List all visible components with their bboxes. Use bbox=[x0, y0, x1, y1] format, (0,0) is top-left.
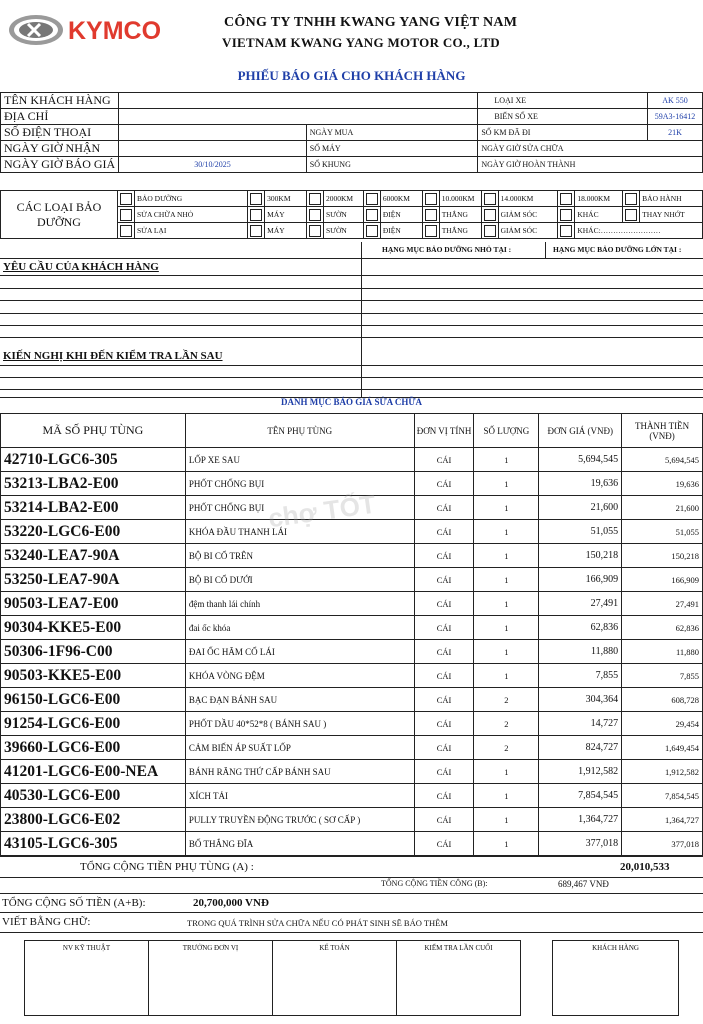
part-code: 96150-LGC6-E00 bbox=[1, 688, 186, 712]
part-unit: CÁI bbox=[414, 688, 474, 712]
service-checkbox[interactable] bbox=[422, 191, 439, 207]
part-qty: 2 bbox=[474, 736, 539, 760]
part-price: 51,055 bbox=[539, 520, 622, 544]
service-option: THẮNG bbox=[439, 207, 481, 223]
service-checkbox[interactable] bbox=[422, 223, 439, 239]
part-price: 7,855 bbox=[539, 664, 622, 688]
part-price: 1,912,582 bbox=[539, 760, 622, 784]
parts-section-title: DANH MỤC BÁO GIÁ SỬA CHỮA bbox=[280, 397, 423, 407]
received-time-label: NGÀY GIỜ NHẬN bbox=[1, 141, 119, 157]
part-price: 21,600 bbox=[539, 496, 622, 520]
service-checkbox[interactable] bbox=[558, 191, 575, 207]
table-row bbox=[1, 520, 703, 544]
part-qty: 1 bbox=[474, 496, 539, 520]
request-line bbox=[0, 325, 703, 326]
part-code: 53240-LEA7-90A bbox=[1, 544, 186, 568]
part-unit: CÁI bbox=[414, 472, 474, 496]
service-checkbox[interactable] bbox=[248, 191, 265, 207]
part-qty: 1 bbox=[474, 664, 539, 688]
parts-total-value: 20,010,533 bbox=[620, 861, 670, 873]
document-title: PHIẾU BÁO GIÁ CHO KHÁCH HÀNG bbox=[237, 68, 466, 83]
part-unit: CÁI bbox=[414, 568, 474, 592]
part-unit: CÁI bbox=[414, 784, 474, 808]
service-checkbox[interactable] bbox=[481, 223, 498, 239]
table-row bbox=[1, 616, 703, 640]
service-checkbox[interactable] bbox=[363, 207, 380, 223]
parts-total-row bbox=[0, 856, 703, 878]
part-code: 43105-LGC6-305 bbox=[1, 832, 186, 856]
service-option: GIẢM SÓC bbox=[498, 207, 558, 223]
phone-label: SỐ ĐIỆN THOẠI bbox=[1, 125, 119, 141]
table-row bbox=[1, 688, 703, 712]
service-option: MÁY bbox=[265, 207, 307, 223]
part-name: đệm thanh lái chính bbox=[185, 592, 414, 616]
part-name: KHÓA VÒNG ĐỆM bbox=[185, 664, 414, 688]
part-code: 90503-KKE5-E00 bbox=[1, 664, 186, 688]
part-unit: CÁI bbox=[414, 712, 474, 736]
part-qty: 1 bbox=[474, 520, 539, 544]
part-name: PHỐT DẦU 40*52*8 ( BÁNH SAU ) bbox=[185, 712, 414, 736]
service-option: THẮNG bbox=[439, 223, 481, 239]
signature-box-customer[interactable] bbox=[552, 940, 679, 1016]
part-name: XÍCH TẢI bbox=[185, 784, 414, 808]
request-line bbox=[0, 275, 703, 276]
signature-box-final-check[interactable] bbox=[396, 940, 521, 1016]
part-code: 53220-LGC6-E00 bbox=[1, 520, 186, 544]
purchase-date-label: NGÀY MUA bbox=[306, 125, 478, 141]
service-checkbox[interactable] bbox=[481, 191, 498, 207]
part-name: CẢM BIẾN ÁP SUẤT LỐP bbox=[185, 736, 414, 760]
part-total: 51,055 bbox=[622, 520, 703, 544]
service-option: SƯỜN bbox=[323, 207, 363, 223]
service-checkbox[interactable] bbox=[422, 207, 439, 223]
service-checkbox[interactable] bbox=[363, 191, 380, 207]
signature-box-accountant[interactable] bbox=[272, 940, 397, 1016]
plate-value: 59A3-16412 bbox=[648, 109, 703, 125]
service-option: SƯỜN bbox=[323, 223, 363, 239]
table-row bbox=[1, 784, 703, 808]
labor-total-label: TỔNG CỘNG TIỀN CÔNG (B): bbox=[381, 879, 488, 888]
service-option: ĐIỆN bbox=[380, 223, 422, 239]
address-label: ĐỊA CHỈ bbox=[1, 109, 119, 125]
part-name: BÁNH RĂNG THỨ CẤP BÁNH SAU bbox=[185, 760, 414, 784]
service-checkbox[interactable] bbox=[117, 207, 134, 223]
table-row bbox=[1, 640, 703, 664]
part-name: KHÓA ĐẦU THANH LÁI bbox=[185, 520, 414, 544]
part-name: PHỐT CHỐNG BỤI bbox=[185, 472, 414, 496]
part-total: 5,694,545 bbox=[622, 448, 703, 472]
service-types-title: CÁC LOẠI BẢO DƯỠNG bbox=[1, 191, 118, 239]
grand-total-label: TỔNG CỘNG SỐ TIỀN (A+B): bbox=[2, 897, 146, 909]
part-qty: 2 bbox=[474, 712, 539, 736]
part-price: 304,364 bbox=[539, 688, 622, 712]
part-price: 377,018 bbox=[539, 832, 622, 856]
part-unit: CÁI bbox=[414, 808, 474, 832]
part-total: 29,454 bbox=[622, 712, 703, 736]
part-unit: CÁI bbox=[414, 640, 474, 664]
part-total: 19,636 bbox=[622, 472, 703, 496]
service-option: 300KM bbox=[265, 191, 307, 207]
part-price: 5,694,545 bbox=[539, 448, 622, 472]
service-option: ĐIỆN bbox=[380, 207, 422, 223]
part-qty: 1 bbox=[474, 760, 539, 784]
service-checkbox[interactable] bbox=[623, 191, 640, 207]
col-unit: ĐƠN VỊ TÍNH bbox=[414, 414, 474, 448]
brand-name: KYMCO bbox=[68, 17, 162, 45]
customer-name-label: TÊN KHÁCH HÀNG bbox=[1, 93, 119, 109]
table-row bbox=[1, 568, 703, 592]
customer-request-heading: YÊU CẦU CỦA KHÁCH HÀNG bbox=[3, 261, 159, 273]
part-unit: CÁI bbox=[414, 664, 474, 688]
part-code: 39660-LGC6-E00 bbox=[1, 736, 186, 760]
part-total: 27,491 bbox=[622, 592, 703, 616]
part-price: 62,836 bbox=[539, 616, 622, 640]
service-checkbox[interactable] bbox=[558, 223, 575, 239]
table-row bbox=[1, 592, 703, 616]
part-total: 7,854,545 bbox=[622, 784, 703, 808]
maintenance-row bbox=[0, 242, 703, 259]
service-option: MÁY bbox=[265, 223, 307, 239]
part-code: 23800-LGC6-E02 bbox=[1, 808, 186, 832]
km-value: 21K bbox=[648, 125, 703, 141]
col-name: TÊN PHỤ TÙNG bbox=[185, 414, 414, 448]
part-unit: CÁI bbox=[414, 496, 474, 520]
part-code: 91254-LGC6-E00 bbox=[1, 712, 186, 736]
company-name-vn: CÔNG TY TNHH KWANG YANG VIỆT NAM bbox=[224, 15, 518, 30]
signature-label: TRƯỞNG ĐƠN VỊ bbox=[182, 944, 239, 952]
service-types-table bbox=[0, 190, 703, 239]
part-code: 50306-1F96-C00 bbox=[1, 640, 186, 664]
part-code: 90503-LEA7-E00 bbox=[1, 592, 186, 616]
quote-date-value: 30/10/2025 bbox=[119, 157, 307, 173]
signature-box-manager[interactable] bbox=[148, 940, 273, 1016]
part-total: 1,364,727 bbox=[622, 808, 703, 832]
part-total: 166,909 bbox=[622, 568, 703, 592]
part-qty: 1 bbox=[474, 616, 539, 640]
major-maintenance-label: HẠNG MỤC BẢO DƯỠNG LỚN TẠI : bbox=[553, 245, 682, 254]
finish-time-label: NGÀY GIỜ HOÀN THÀNH bbox=[478, 157, 703, 173]
service-checkbox[interactable] bbox=[248, 223, 265, 239]
part-total: 608,728 bbox=[622, 688, 703, 712]
part-unit: CÁI bbox=[414, 520, 474, 544]
service-checkbox[interactable] bbox=[117, 191, 134, 207]
part-name: BẠC ĐẠN BÁNH SAU bbox=[185, 688, 414, 712]
service-option: 14.000KM bbox=[498, 191, 558, 207]
service-checkbox[interactable] bbox=[248, 207, 265, 223]
part-total: 62,836 bbox=[622, 616, 703, 640]
received-time-field[interactable] bbox=[119, 141, 307, 157]
service-checkbox[interactable] bbox=[363, 223, 380, 239]
part-unit: CÁI bbox=[414, 616, 474, 640]
service-checkbox[interactable] bbox=[481, 207, 498, 223]
kymco-logo bbox=[6, 12, 201, 48]
km-label: SỐ KM ĐÃ ĐI bbox=[478, 125, 648, 141]
signature-label: KIỂM TRA LẦN CUỐI bbox=[424, 944, 493, 952]
part-name: PHỐT CHỐNG BỤI bbox=[185, 496, 414, 520]
vehicle-type-label: LOẠI XE bbox=[478, 93, 648, 109]
part-total: 7,855 bbox=[622, 664, 703, 688]
service-option: KHÁC:…………………… bbox=[575, 223, 703, 239]
col-qty: SỐ LƯỢNG bbox=[474, 414, 539, 448]
part-name: BỘ BI CỔ TRÊN bbox=[185, 544, 414, 568]
part-price: 824,727 bbox=[539, 736, 622, 760]
part-unit: CÁI bbox=[414, 544, 474, 568]
minor-maintenance-label: HẠNG MỤC BẢO DƯỠNG NHỎ TẠI : bbox=[382, 245, 512, 254]
part-total: 1,649,454 bbox=[622, 736, 703, 760]
service-option: BẢO DƯỠNG bbox=[134, 191, 247, 207]
part-qty: 1 bbox=[474, 640, 539, 664]
plate-label: BIỂN SỐ XE bbox=[478, 109, 648, 125]
col-price: ĐƠN GIÁ (VNĐ) bbox=[539, 414, 622, 448]
part-code: 53213-LBA2-E00 bbox=[1, 472, 186, 496]
service-option: SỬA CHỮA NHỎ bbox=[134, 207, 247, 223]
frame-no-label: SỐ KHUNG bbox=[306, 157, 478, 173]
part-code: 53214-LBA2-E00 bbox=[1, 496, 186, 520]
table-row bbox=[1, 760, 703, 784]
request-line bbox=[0, 377, 703, 378]
part-unit: CÁI bbox=[414, 760, 474, 784]
part-code: 90304-KKE5-E00 bbox=[1, 616, 186, 640]
parts-total-label: TỔNG CỘNG TIỀN PHỤ TÙNG (A) : bbox=[80, 861, 254, 873]
part-price: 19,636 bbox=[539, 472, 622, 496]
table-row bbox=[1, 832, 703, 856]
part-qty: 1 bbox=[474, 592, 539, 616]
engine-no-label: SỐ MÁY bbox=[306, 141, 478, 157]
company-name-en: VIETNAM KWANG YANG MOTOR CO., LTD bbox=[222, 35, 500, 50]
part-qty: 2 bbox=[474, 688, 539, 712]
service-option: KHÁC bbox=[575, 207, 623, 223]
part-code: 41201-LGC6-E00-NEA bbox=[1, 760, 186, 784]
service-option: BẢO HÀNH bbox=[640, 191, 703, 207]
phone-field[interactable] bbox=[119, 125, 307, 141]
signature-label: NV KỸ THUẬT bbox=[62, 944, 111, 952]
quote-time-label: NGÀY GIỜ BÁO GIÁ bbox=[1, 157, 119, 173]
part-name: PULLY TRUYỀN ĐỘNG TRƯỚC ( SƠ CẤP ) bbox=[185, 808, 414, 832]
table-row bbox=[1, 544, 703, 568]
part-name: đai ốc khóa bbox=[185, 616, 414, 640]
signature-label: KẾ TOÁN bbox=[319, 944, 350, 952]
service-option: 2000KM bbox=[323, 191, 363, 207]
table-row bbox=[1, 664, 703, 688]
service-checkbox[interactable] bbox=[117, 223, 134, 239]
customer-name-field[interactable] bbox=[119, 93, 478, 109]
part-unit: CÁI bbox=[414, 592, 474, 616]
part-qty: 1 bbox=[474, 808, 539, 832]
service-checkbox[interactable] bbox=[558, 207, 575, 223]
col-code: MÃ SỐ PHỤ TÙNG bbox=[1, 414, 186, 448]
service-option: 6000KM bbox=[380, 191, 422, 207]
part-price: 14,727 bbox=[539, 712, 622, 736]
part-price: 11,880 bbox=[539, 640, 622, 664]
request-line bbox=[0, 365, 703, 366]
service-option: THAY NHỚT bbox=[640, 207, 703, 223]
part-code: 42710-LGC6-305 bbox=[1, 448, 186, 472]
part-qty: 1 bbox=[474, 448, 539, 472]
amount-in-words-label: VIẾT BẰNG CHỮ: bbox=[2, 916, 91, 928]
part-total: 21,600 bbox=[622, 496, 703, 520]
request-line bbox=[0, 337, 703, 338]
part-code: 40530-LGC6-E00 bbox=[1, 784, 186, 808]
parts-table bbox=[0, 413, 703, 856]
part-code: 53250-LEA7-90A bbox=[1, 568, 186, 592]
part-price: 150,218 bbox=[539, 544, 622, 568]
part-qty: 1 bbox=[474, 472, 539, 496]
part-unit: CÁI bbox=[414, 448, 474, 472]
part-qty: 1 bbox=[474, 568, 539, 592]
part-price: 166,909 bbox=[539, 568, 622, 592]
part-unit: CÁI bbox=[414, 736, 474, 760]
signature-label: KHÁCH HÀNG bbox=[592, 944, 639, 952]
part-qty: 1 bbox=[474, 832, 539, 856]
service-checkbox[interactable] bbox=[306, 191, 323, 207]
service-option: GIẢM SÓC bbox=[498, 223, 558, 239]
part-name: LỐP XE SAU bbox=[185, 448, 414, 472]
customer-info-table bbox=[0, 92, 703, 173]
part-unit: CÁI bbox=[414, 832, 474, 856]
watermark: chợ TỐT bbox=[266, 488, 378, 534]
table-row bbox=[1, 808, 703, 832]
part-name: ĐAI ỐC HÃM CỔ LÁI bbox=[185, 640, 414, 664]
service-checkbox[interactable] bbox=[306, 207, 323, 223]
service-option: 10.000KM bbox=[439, 191, 481, 207]
vehicle-type-value: AK 550 bbox=[648, 93, 703, 109]
grand-total-value: 20,700,000 VNĐ bbox=[193, 897, 269, 909]
table-row bbox=[1, 712, 703, 736]
next-check-heading: KIẾN NGHỊ KHI ĐẾN KIỂM TRA LẦN SAU bbox=[3, 350, 223, 362]
request-line bbox=[0, 313, 703, 314]
part-name: BỐ THẮNG ĐĨA bbox=[185, 832, 414, 856]
labor-total-value: 689,467 VNĐ bbox=[558, 879, 609, 889]
request-line bbox=[0, 389, 703, 390]
signature-box-technician[interactable] bbox=[24, 940, 149, 1016]
part-total: 11,880 bbox=[622, 640, 703, 664]
repair-time-label: NGÀY GIỜ SỬA CHỮA bbox=[478, 141, 703, 157]
request-line bbox=[0, 300, 703, 301]
amount-note: TRONG QUÁ TRÌNH SỬA CHỮA NẾU CÓ PHÁT SINH SẼ BÁO THÊM bbox=[187, 918, 448, 928]
part-name: BỘ BI CỔ DƯỚI bbox=[185, 568, 414, 592]
table-row bbox=[1, 448, 703, 472]
part-total: 1,912,582 bbox=[622, 760, 703, 784]
part-qty: 1 bbox=[474, 784, 539, 808]
part-qty: 1 bbox=[474, 544, 539, 568]
part-total: 150,218 bbox=[622, 544, 703, 568]
service-option: 18.000KM bbox=[575, 191, 623, 207]
service-checkbox[interactable] bbox=[623, 207, 640, 223]
request-line bbox=[0, 288, 703, 289]
table-row bbox=[1, 736, 703, 760]
service-option: SỬA LẠI bbox=[134, 223, 247, 239]
part-price: 27,491 bbox=[539, 592, 622, 616]
part-price: 7,854,545 bbox=[539, 784, 622, 808]
col-total: THÀNH TIỀN (VNĐ) bbox=[622, 414, 703, 448]
part-total: 377,018 bbox=[622, 832, 703, 856]
address-field[interactable] bbox=[119, 109, 478, 125]
part-price: 1,364,727 bbox=[539, 808, 622, 832]
service-checkbox[interactable] bbox=[306, 223, 323, 239]
